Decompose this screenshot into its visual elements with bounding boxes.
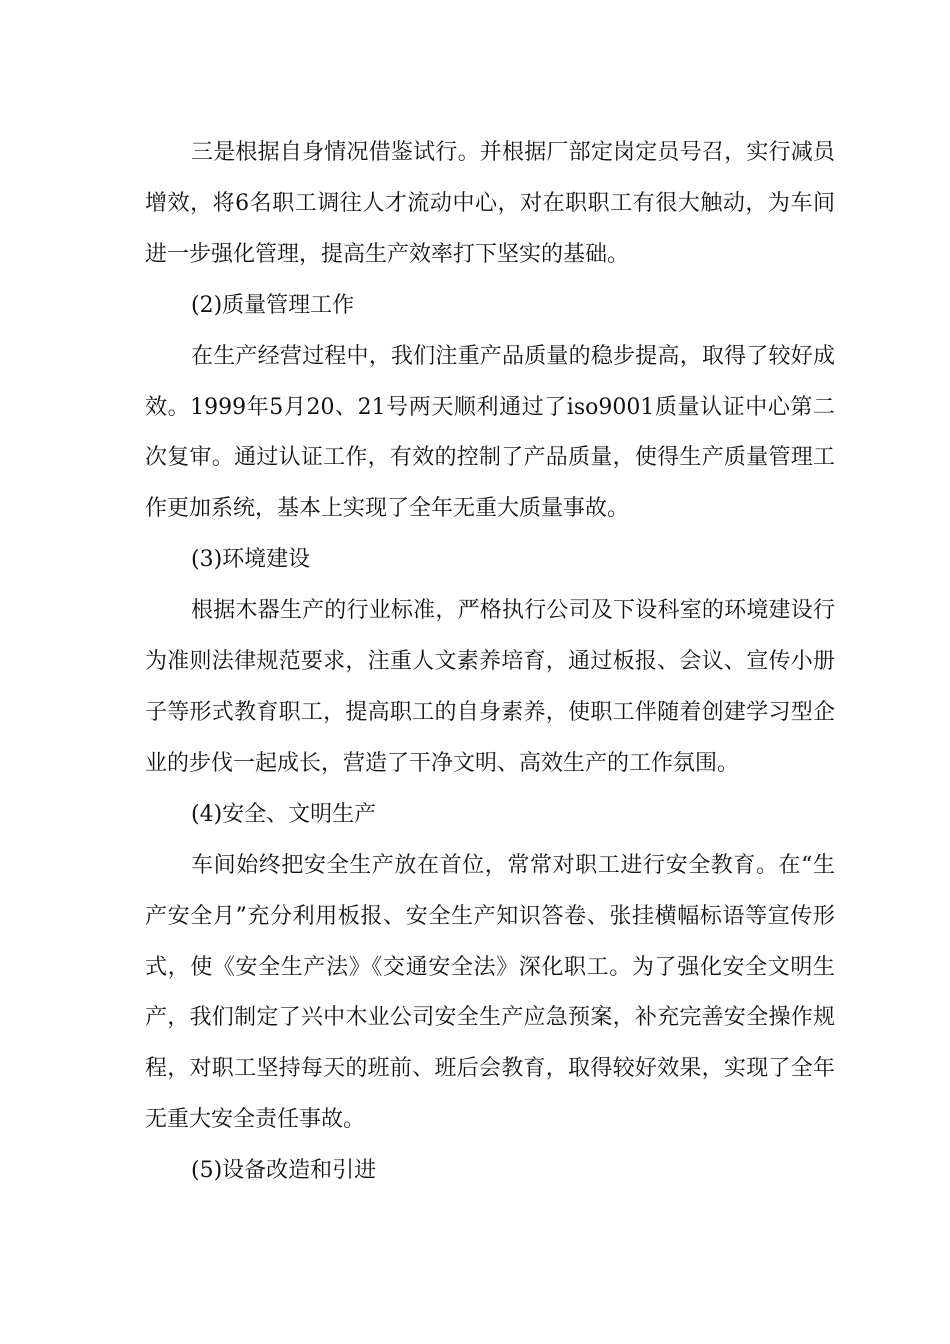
document-body (145, 128, 835, 1197)
paragraph-workforce: 三是根据自身情况借鉴试行。并根据厂部定岗定员号召，实行减员增效，将6名职工调往人才流动中心，对在职职工有很大触动，为车间进一步强化管理，提高生产效率打下坚实的基础。 (145, 140, 835, 267)
heading-environment: (3)环境建设 (191, 547, 311, 573)
paragraph-environment: 根据木器生产的行业标准，严格执行公司及下设科室的环境建设行为准则法律规范要求，注重人文素养培育，通过板报、会议、宣传小册子等形式教育职工，提高职工的自身素养，使职工伴随着创建学习型企业的步伐一起成长，营造了干净文明、高效生产的工作氛围。 (145, 598, 835, 776)
heading-safety: (4)安全、文明生产 (191, 801, 377, 827)
heading-quality-management: (2)质量管理工作 (191, 292, 355, 318)
paragraph-quality-management: 在生产经营过程中，我们注重产品质量的稳步提高，取得了较好成效。1999年5月20、21号两天顺利通过了iso9001质量认证中心第二次复审。通过认证工作，有效的控制了产品质量，使得生产质量管理工作更加系统，基本上实现了全年无重大质量事故。 (145, 343, 835, 522)
paragraph-safety: 车间始终把安全生产放在首位，常常对职工进行安全教育。在“生产安全月”充分利用板报、安全生产知识答卷、张挂横幅标语等宣传形式，使《安全生产法》《交通安全法》深化职工。为了强化安全文明生产，我们制定了兴中木业公司安全生产应急预案，补充完善安全操作规程，对职工坚持每天的班前、班后会教育，取得较好效果，实现了全年无重大安全责任事故。 (145, 852, 835, 1133)
heading-equipment: (5)设备改造和引进 (191, 1158, 377, 1184)
